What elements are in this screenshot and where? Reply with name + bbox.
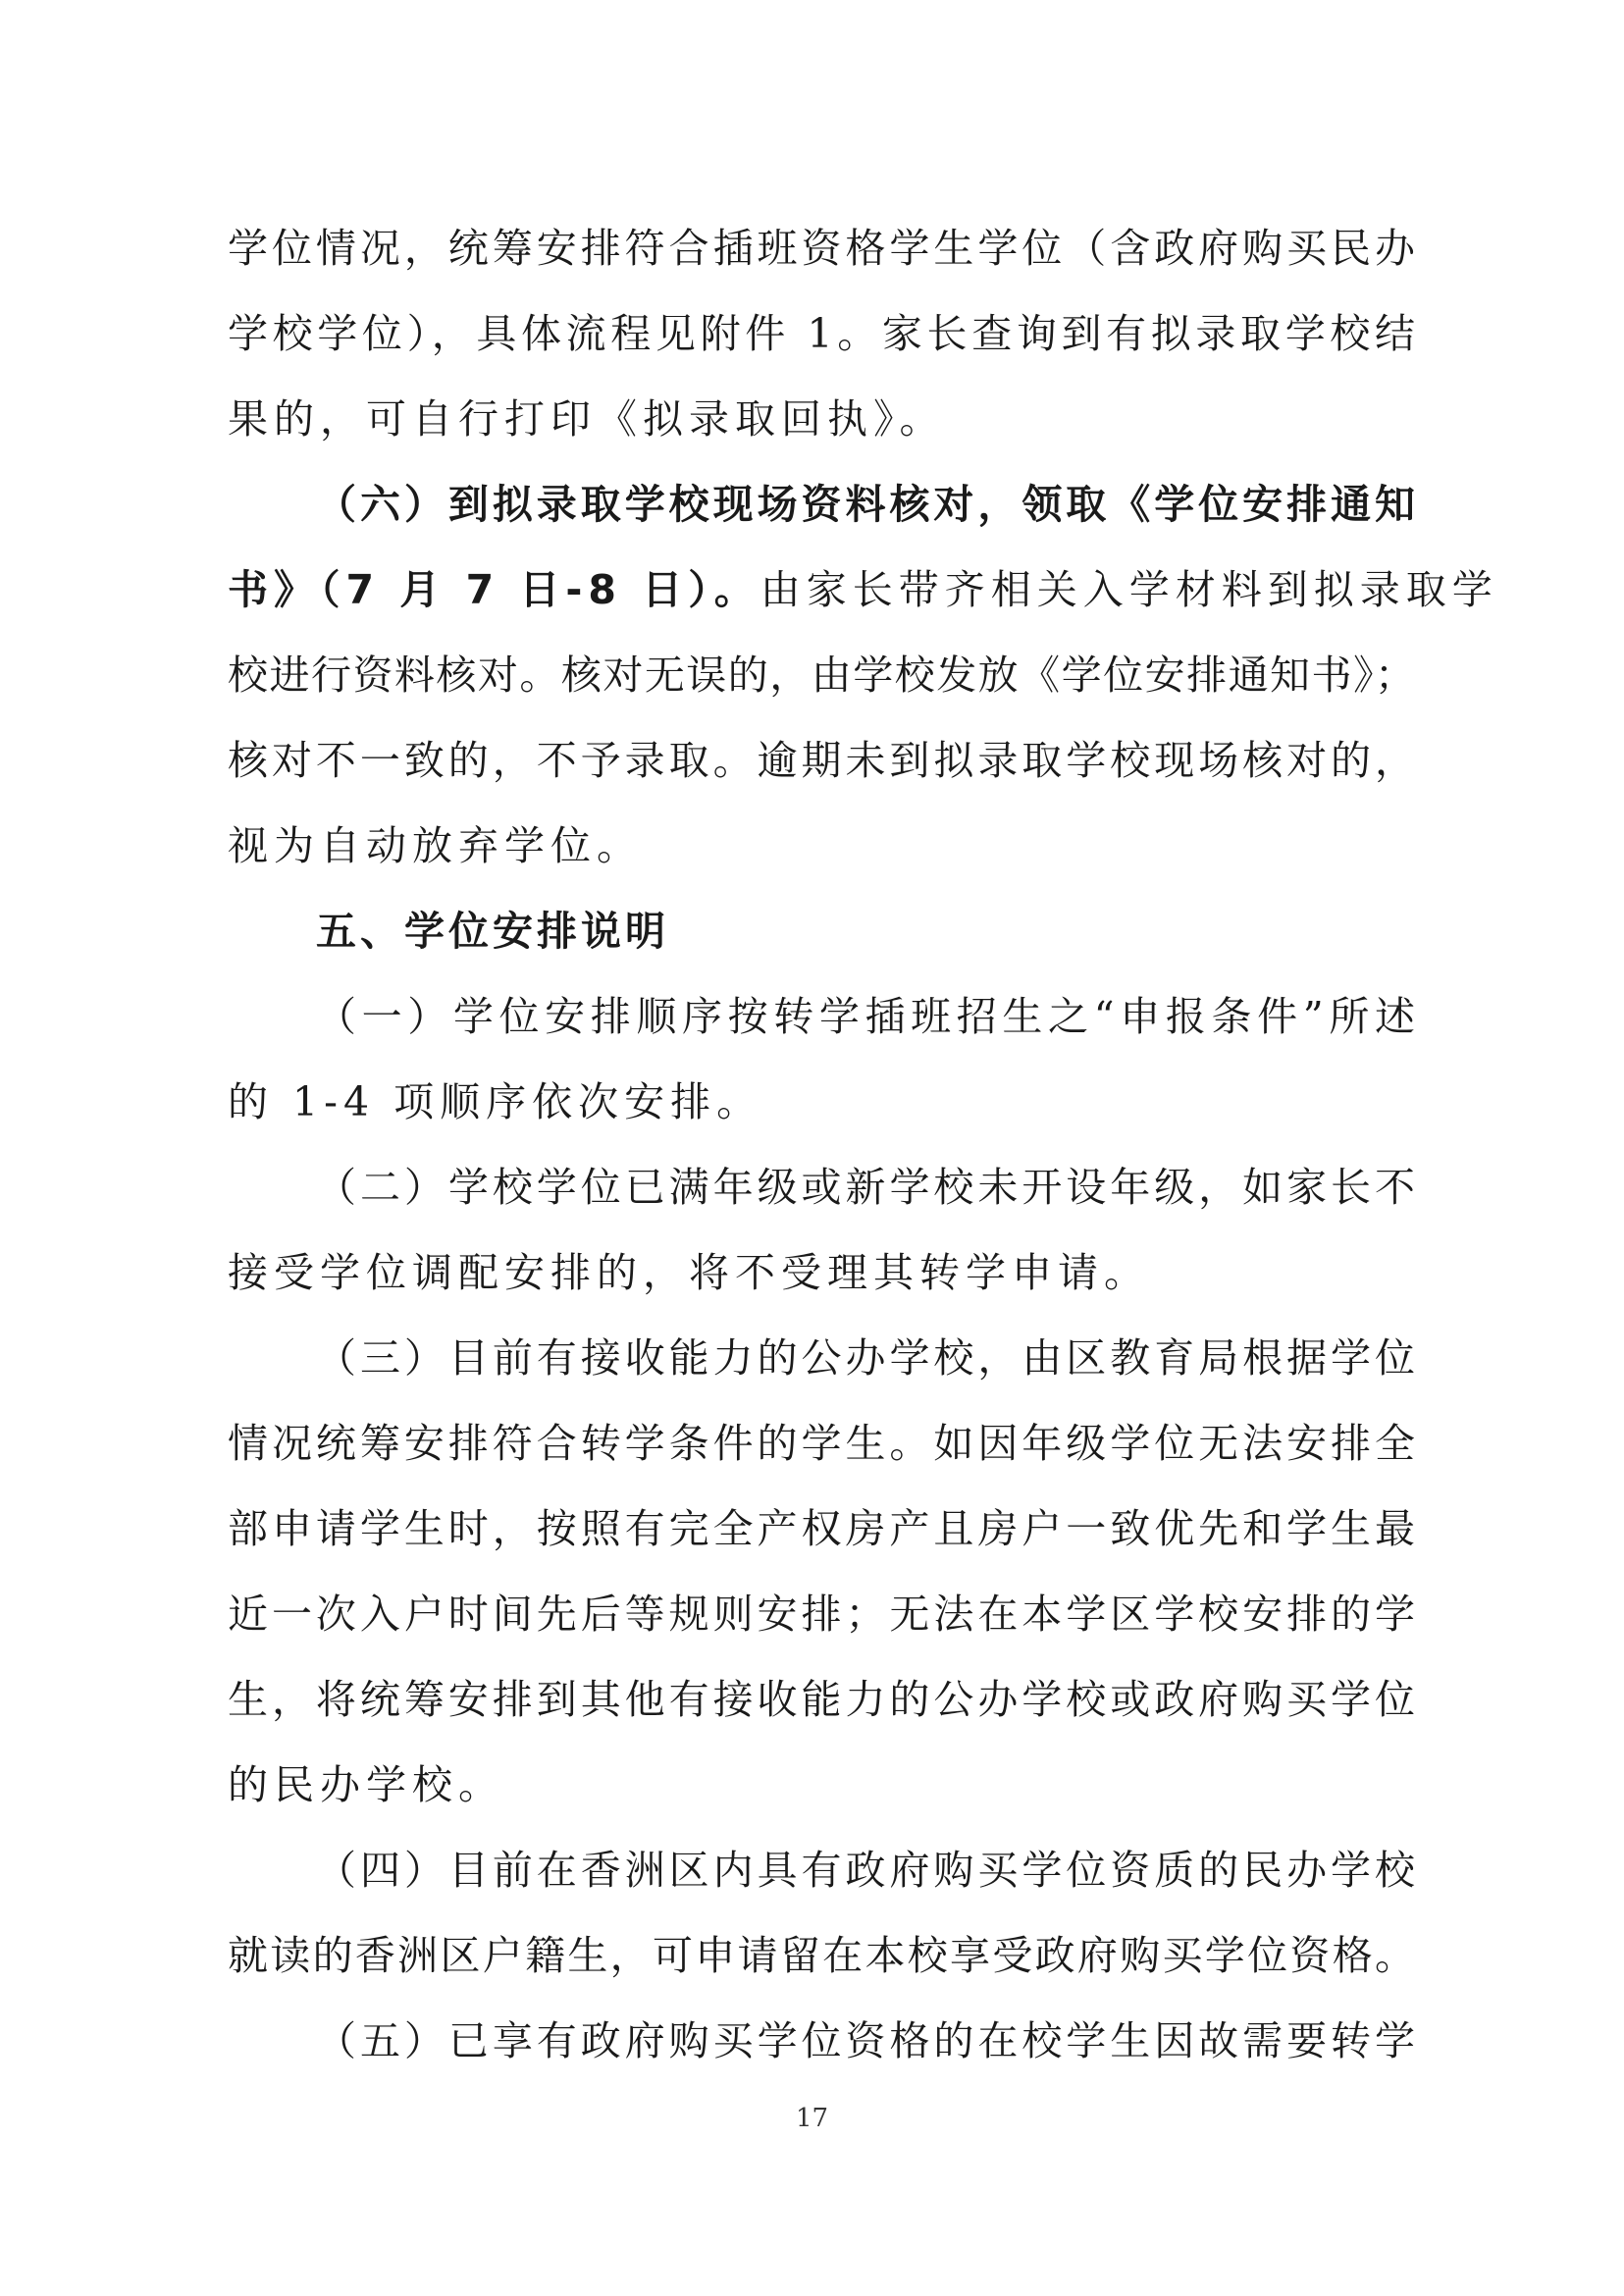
- paragraph-line: 学校学位），具体流程见附件 1。家长查询到有拟录取学校结: [228, 310, 1415, 357]
- paragraph-line: （五）已享有政府购买学位资格的在校学生因故需要转学: [316, 2017, 1415, 2064]
- paragraph-line: 接受学位调配安排的，将不受理其转学申请。: [228, 1249, 1150, 1296]
- paragraph-line: （二）学校学位已满年级或新学校未开设年级，如家长不: [316, 1164, 1415, 1211]
- paragraph-line: 生，将统筹安排到其他有接收能力的公办学校或政府购买学位: [228, 1676, 1415, 1723]
- paragraph-line: （三）目前有接收能力的公办学校，由区教育局根据学位: [316, 1334, 1415, 1382]
- paragraph-line: 部申请学生时，按照有完全产权房产且房户一致优先和学生最: [228, 1505, 1415, 1552]
- paragraph-line: 近一次入户时间先后等规则安排；无法在本学区学校安排的学: [228, 1591, 1415, 1638]
- paragraph-line: 就读的香洲区户籍生，可申请留在本校享受政府购买学位资格。: [228, 1932, 1415, 1979]
- subsection-heading-tail: 书》（7 月 7 日-8 日）。: [228, 566, 760, 613]
- paragraph-line: （一）学位安排顺序按转学插班招生之“申报条件”所述: [316, 993, 1415, 1040]
- paragraph-text: 由家长带齐相关入学材料到拟录取学: [760, 566, 1498, 613]
- paragraph-line: 的民办学校。: [228, 1761, 504, 1808]
- paragraph-line: 校进行资料核对。核对无误的，由学校发放《学位安排通知书》；: [228, 652, 1415, 699]
- page-number: 17: [795, 2104, 829, 2133]
- paragraph-line: 的 1-4 项顺序依次安排。: [228, 1078, 763, 1125]
- paragraph-line: 视为自动放弃学位。: [228, 822, 643, 869]
- section-heading: 五、学位安排说明: [316, 908, 669, 955]
- paragraph-line: 果的，可自行打印《拟录取回执》。: [228, 395, 946, 443]
- paragraph-line: （四）目前在香洲区内具有政府购买学位资质的民办学校: [316, 1847, 1415, 1894]
- subsection-heading-line: （六）到拟录取学校现场资料核对，领取《学位安排通知: [316, 481, 1415, 528]
- paragraph-line: 情况统筹安排符合转学条件的学生。如因年级学位无法安排全: [228, 1420, 1415, 1467]
- paragraph-line-mixed: [228, 560, 1498, 619]
- paragraph-line: 学位情况，统筹安排符合插班资格学生学位（含政府购买民办: [228, 225, 1415, 272]
- paragraph-line: 核对不一致的，不予录取。逾期未到拟录取学校现场核对的，: [228, 737, 1415, 784]
